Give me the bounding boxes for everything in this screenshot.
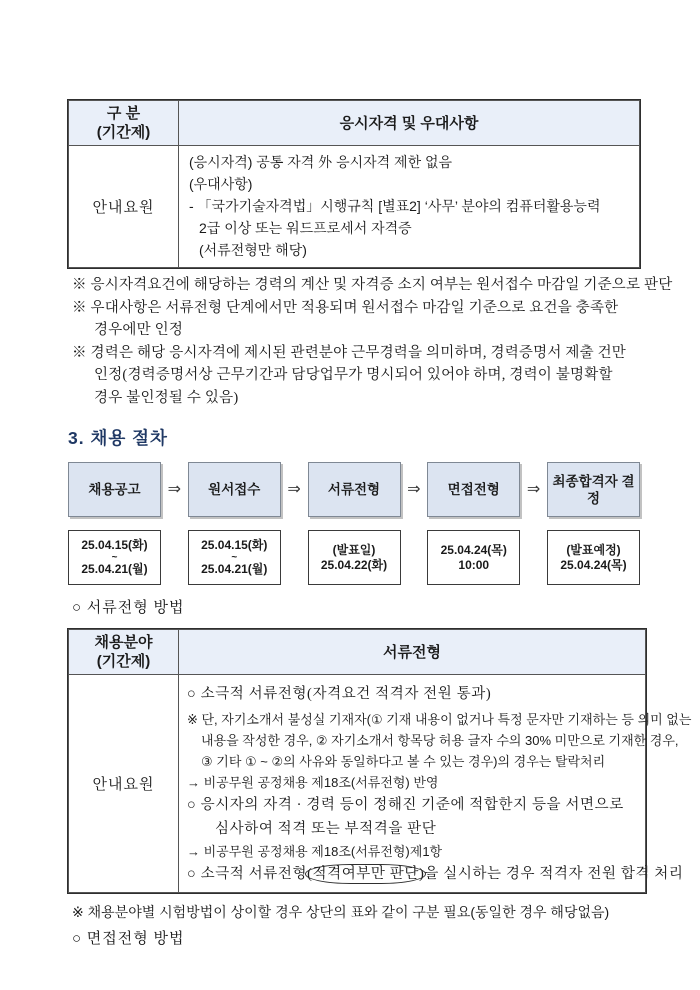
date-line: (발표일) bbox=[332, 542, 376, 557]
date-line: 25.04.21(월) bbox=[81, 562, 148, 576]
date-box-application bbox=[188, 530, 281, 585]
date-box-announcement bbox=[68, 530, 161, 585]
eligibility-table bbox=[68, 100, 640, 268]
screening-header-title: 서류전형 bbox=[179, 630, 646, 675]
eligibility-line: (응시자격) 공통 자격 外 응시자격 제한 없음 bbox=[189, 154, 453, 170]
document-screening-table bbox=[68, 629, 692, 893]
oval-annotation: (적격여부만 판단) bbox=[307, 866, 425, 882]
screening-row-content bbox=[179, 675, 692, 893]
screening-line: ○ 소극적 서류전형(자격요건 적격자 전원 통과) bbox=[187, 686, 492, 702]
eligibility-table-header-row bbox=[69, 101, 640, 146]
date-box-document-screening bbox=[308, 530, 401, 585]
date-line: 10:00 bbox=[458, 557, 490, 572]
eligibility-row-label: 안내요원 bbox=[69, 146, 179, 268]
bottom-notes bbox=[68, 901, 646, 924]
screening-table-header-row bbox=[69, 630, 646, 675]
flow-step-application: 원서접수 bbox=[188, 462, 281, 517]
screening-line: → 비공무원 공정채용 제18조(서류전형) 반영 bbox=[187, 775, 439, 790]
screening-last-line bbox=[187, 862, 684, 886]
subsection-document-screening-method: ○ 서류전형 방법 bbox=[72, 600, 185, 616]
header-category-line2: (기간제) bbox=[96, 653, 151, 670]
header-category-line1: 채용분야 bbox=[94, 634, 153, 651]
eligibility-line: - 「국가기술자격법」시행규칙 [별표2] ‘사무’ 분야의 컴퓨터활용능력 bbox=[189, 198, 601, 214]
screening-table-body-row bbox=[69, 675, 646, 893]
arrow-right-icon: ⇒ bbox=[287, 479, 301, 498]
note-line: ※ 응시자격요건에 해당하는 경력의 계산 및 자격증 소지 여부는 원서접수 마감일 기준으로 판단 bbox=[72, 277, 673, 293]
eligibility-line: 2급 이상 또는 워드프로세서 자격증 bbox=[199, 220, 412, 236]
screening-row-label: 안내요원 bbox=[69, 675, 179, 893]
date-tilde: ~ bbox=[111, 552, 118, 563]
process-flow bbox=[68, 462, 640, 517]
flow-step-announcement: 채용공고 bbox=[68, 462, 161, 517]
eligibility-line: (우대사항) bbox=[189, 176, 253, 192]
header-category-line1: 구 분 bbox=[106, 105, 141, 122]
date-box-final-decision bbox=[547, 530, 640, 585]
date-tilde: ~ bbox=[231, 552, 238, 563]
date-line: 25.04.24(목) bbox=[440, 542, 507, 557]
subsection-interview-method: ○ 면접전형 방법 bbox=[72, 931, 185, 947]
last-line-post: 을 실시하는 경우 적격자 전원 합격 처리 bbox=[424, 866, 684, 882]
screening-line: ○ 응시자의 자격 · 경력 등이 정해진 기준에 적합한지 등을 서면으로 bbox=[187, 797, 624, 813]
flow-step-document-screening: 서류전형 bbox=[308, 462, 401, 517]
header-category-line2: (기간제) bbox=[96, 124, 151, 141]
date-line: 25.04.21(월) bbox=[201, 562, 268, 576]
note-line: 경우 불인정될 수 있음) bbox=[94, 389, 239, 406]
screening-line: ③ 기타 ① ~ ②의 사유와 동일하다고 볼 수 있는 경우)의 경우는 탈락처리 bbox=[201, 754, 606, 769]
eligibility-notes bbox=[68, 274, 673, 409]
eligibility-header-category bbox=[69, 101, 179, 146]
note-line: ※ 채용분야별 시험방법이 상이할 경우 상단의 표와 같이 구분 필요(동일한 경우 해당없음) bbox=[72, 904, 610, 920]
note-line: ※ 우대사항은 서류전형 단계에서만 적용되며 원서접수 마감일 기준으로 요건을 충족한 bbox=[72, 299, 619, 316]
eligibility-table-body-row bbox=[69, 146, 640, 268]
screening-line: 내용을 작성한 경우, ② 자기소개서 항목당 허용 글자 수의 30% 미만으로 기재한 경우, bbox=[201, 733, 679, 748]
note-line: 인정(경력증명서상 근무기간과 담당업무가 명시되어 있어야 하며, 경력이 불명확할 bbox=[94, 367, 613, 383]
eligibility-header-title: 응시자격 및 우대사항 bbox=[179, 101, 640, 146]
arrow-right-icon: ⇒ bbox=[167, 479, 182, 498]
screening-line: ※ 단, 자기소개서 불성실 기재자(① 기재 내용이 없거나 특정 문자만 기재하는 등 의미 없는 bbox=[187, 712, 692, 727]
eligibility-line: (서류전형만 해당) bbox=[199, 242, 307, 258]
date-line: 25.04.15(화) bbox=[201, 538, 268, 552]
date-line: 25.04.24(목) bbox=[560, 557, 627, 572]
flow-step-interview: 면접전형 bbox=[427, 462, 520, 517]
date-box-interview bbox=[427, 530, 520, 585]
screening-line: → 비공무원 공정채용 제18조(서류전형)제1항 bbox=[187, 844, 443, 859]
section-heading-recruitment-process: 3. 채용 절차 bbox=[68, 428, 168, 448]
note-line: 경우에만 인정 bbox=[94, 322, 184, 338]
last-line-pre: ○ 소극적 서류전형 bbox=[187, 866, 308, 882]
eligibility-row-content bbox=[179, 146, 640, 268]
arrow-right-icon: ⇒ bbox=[407, 479, 421, 498]
date-line: (발표예정) bbox=[566, 542, 621, 557]
date-line: 25.04.15(화) bbox=[81, 538, 148, 552]
process-dates bbox=[68, 530, 640, 585]
arrow-right-icon: ⇒ bbox=[526, 479, 541, 498]
note-line: ※ 경력은 해당 응시자격에 제시된 관련분야 근무경력을 의미하며, 경력증명서 제출 건만 bbox=[72, 344, 627, 361]
flow-step-final-decision: 최종합격자 결정 bbox=[547, 462, 640, 517]
date-line: 25.04.22(화) bbox=[320, 557, 388, 572]
screening-header-category bbox=[69, 630, 179, 675]
screening-line: 심사하여 적격 또는 부적격을 판단 bbox=[215, 821, 437, 837]
